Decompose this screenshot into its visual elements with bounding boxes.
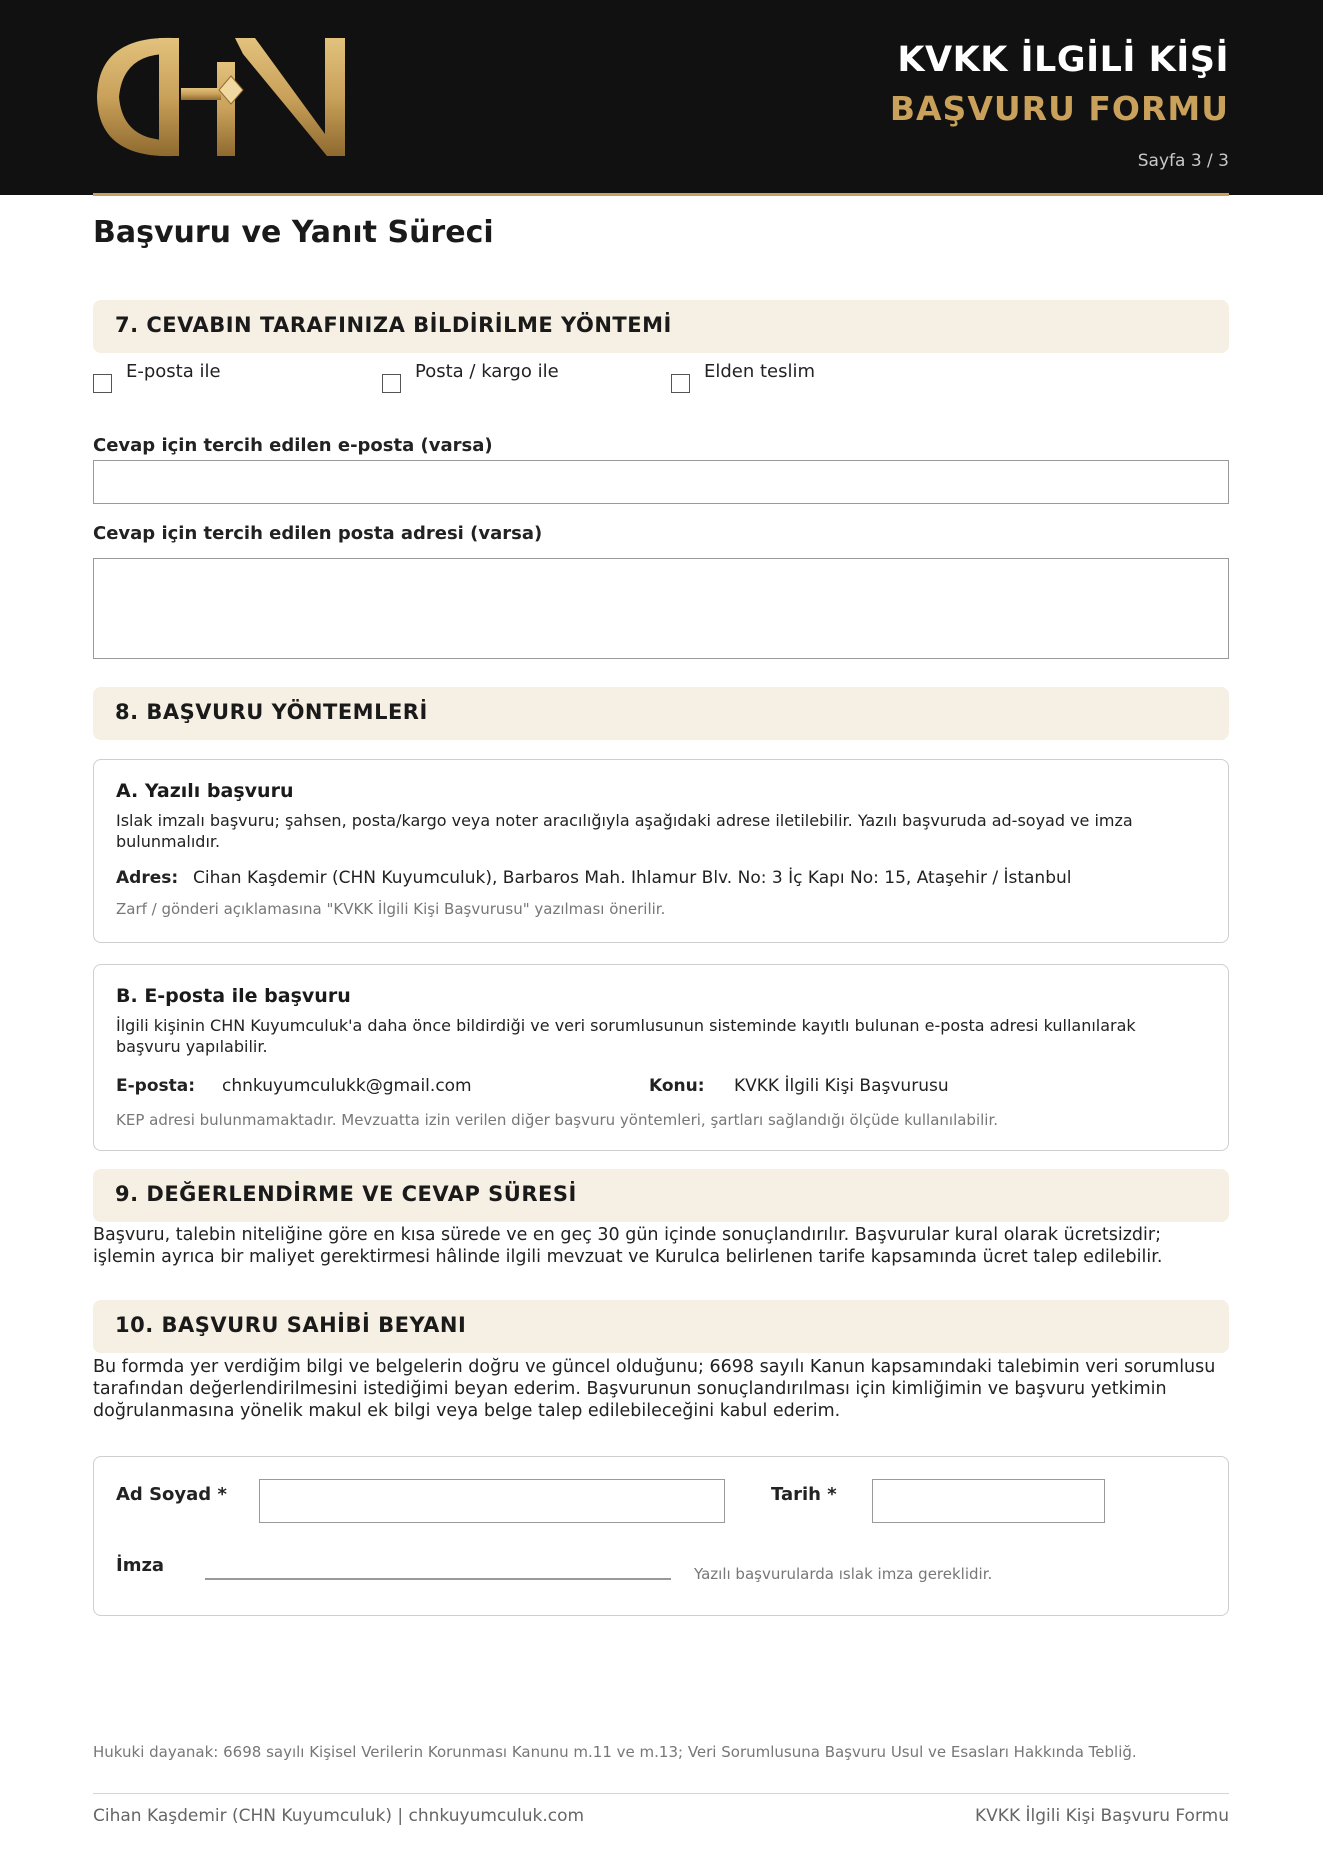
section-7-title: 7. CEVABIN TARAFINIZA BİLDİRİLME YÖNTEMİ (115, 313, 672, 337)
signature-note: Yazılı başvurularda ıslak imza gereklidir. (694, 1565, 993, 1583)
email-key: E-posta: (116, 1076, 196, 1096)
signature-card (93, 1456, 1229, 1616)
preferred-address-label: Cevap için tercih edilen posta adresi (varsa) (93, 523, 543, 544)
hand-delivery-option-checkbox[interactable] (671, 374, 690, 393)
signature-label: İmza (116, 1555, 165, 1576)
email-application-title: B. E-posta ile başvuru (116, 985, 351, 1007)
form-title-line2: BAŞVURU FORMU (889, 89, 1229, 128)
chn-logo (93, 34, 345, 164)
section-9-header (93, 1169, 1229, 1222)
footer-divider (93, 1793, 1229, 1794)
address-value: Cihan Kaşdemir (CHN Kuyumculuk), Barbaros Mah. Ihlamur Blv. No: 3 İç Kapı No: 15, Ataşehir / İstanbul (193, 868, 1072, 888)
subject-key: Konu: (649, 1076, 705, 1096)
hand-delivery-option-label: Elden teslim (704, 361, 816, 382)
form-title-line1: KVKK İLGİLİ KİŞİ (897, 40, 1229, 80)
email-option-checkbox[interactable] (93, 374, 112, 393)
full-name-label: Ad Soyad * (116, 1484, 227, 1505)
signature-line[interactable] (205, 1578, 671, 1580)
section-7-header (93, 300, 1229, 353)
written-application-card (93, 759, 1229, 943)
preferred-email-label: Cevap için tercih edilen e-posta (varsa) (93, 435, 493, 456)
date-input[interactable] (872, 1479, 1105, 1523)
legal-basis: Hukuki dayanak: 6698 sayılı Kişisel Verilerin Korunması Kanunu m.11 ve m.13; Veri Sorumlusuna Başvuru Usul ve Esasları Hakkında Tebliğ. (93, 1743, 1137, 1761)
post-option-checkbox[interactable] (382, 374, 401, 393)
email-application-card (93, 964, 1229, 1151)
address-key: Adres: (116, 868, 179, 888)
page-title: Başvuru ve Yanıt Süreci (93, 215, 494, 250)
page-indicator: Sayfa 3 / 3 (1137, 151, 1229, 171)
section-10-title: 10. BAŞVURU SAHİBİ BEYANI (115, 1313, 467, 1337)
section-8-header (93, 687, 1229, 740)
preferred-email-input[interactable] (93, 460, 1229, 504)
declaration-text: Bu formda yer verdiğim bilgi ve belgelerin doğru ve güncel olduğunu; 6698 sayılı Kanun kapsamındaki talebimin veri sorumlusu tarafından değerlendirilmesini istediğimi beyan ederim. Başvurunun sonuçlandırılması için kimliğimin ve başvuru yetkimin doğrulanmasına yönelik makul ek bilgi veya belge talep edilebileceğini kabul ederim. (93, 1357, 1216, 1421)
subject-value: KVKK İlgili Kişi Başvurusu (734, 1076, 949, 1096)
email-value: chnkuyumculukk@gmail.com (222, 1076, 472, 1096)
email-option-label: E-posta ile (126, 361, 221, 382)
preferred-address-input[interactable] (93, 558, 1229, 659)
written-application-note: Zarf / gönderi açıklamasına "KVKK İlgili Kişi Başvurusu" yazılması önerilir. (116, 900, 666, 918)
date-label: Tarih * (771, 1484, 837, 1505)
section-10-header (93, 1300, 1229, 1353)
post-option-label: Posta / kargo ile (415, 361, 559, 382)
written-application-text: Islak imzalı başvuru; şahsen, posta/kargo veya noter aracılığıyla aşağıdaki adrese iletilebilir. Yazılı başvuruda ad-soyad ve imza bulunmalıdır. (116, 811, 1133, 851)
written-application-title: A. Yazılı başvuru (116, 780, 294, 802)
footer-form-name: KVKK İlgili Kişi Başvuru Formu (975, 1806, 1229, 1826)
response-time-text: Başvuru, talebin niteliğine göre en kısa sürede ve en geç 30 gün içinde sonuçlandırılır. Başvurular kural olarak ücretsizdir; işlemin ayrıca bir maliyet gerektirmesi hâlinde ilgili mevzuat ve Kurulca belirlenen tarife kapsamında ücret talep edilebilir. (93, 1225, 1163, 1267)
email-application-text: İlgili kişinin CHN Kuyumculuk'a daha önce bildirdiği ve veri sorumlusunun sisteminde kayıtlı bulunan e-posta adresi kullanılarak başvuru yapılabilir. (116, 1016, 1136, 1056)
full-name-input[interactable] (259, 1479, 725, 1523)
email-application-note: KEP adresi bulunmamaktadır. Mevzuatta izin verilen diğer başvuru yöntemleri, şartları sağlandığı ölçüde kullanılabilir. (116, 1111, 999, 1129)
section-8-title: 8. BAŞVURU YÖNTEMLERİ (115, 700, 428, 724)
footer-company: Cihan Kaşdemir (CHN Kuyumculuk) | chnkuyumculuk.com (93, 1806, 585, 1826)
header-divider (93, 193, 1229, 196)
page-header (0, 0, 1323, 195)
section-9-title: 9. DEĞERLENDİRME VE CEVAP SÜRESİ (115, 1182, 577, 1206)
chn-logo-icon (93, 34, 345, 160)
